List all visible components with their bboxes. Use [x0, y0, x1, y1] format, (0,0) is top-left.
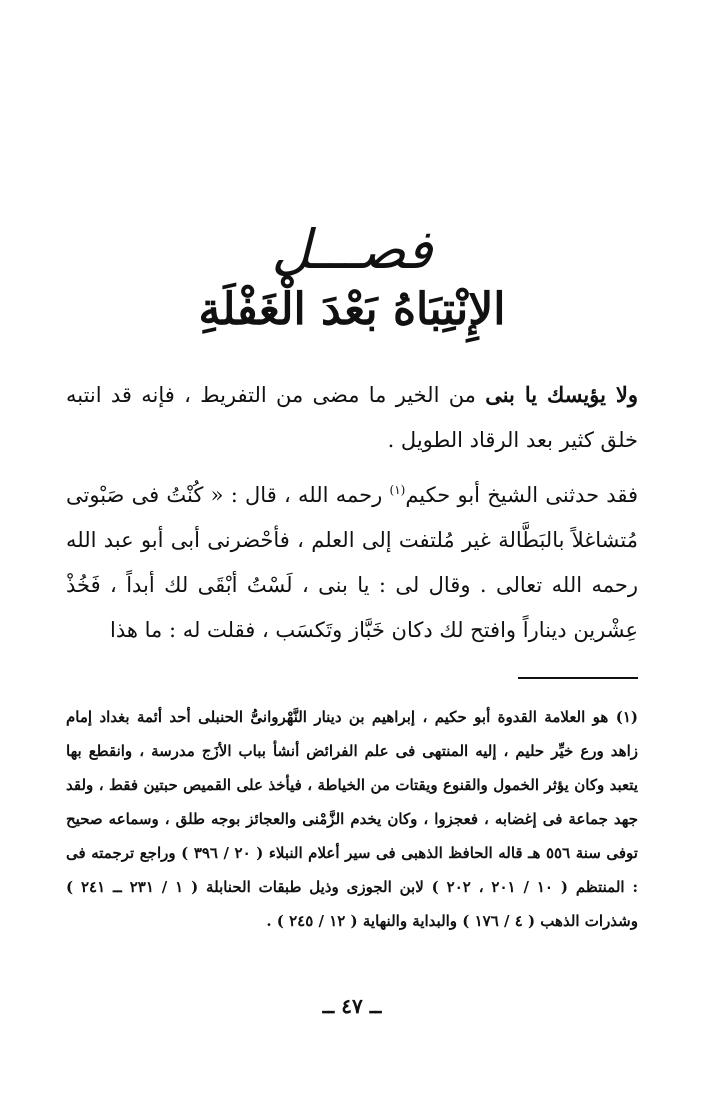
paragraph-2-before-note: فقد حدثنى الشيخ أبو حكيم [405, 483, 638, 507]
paragraph-2-after-note: رحمه الله ، قال : « كُنْتُ فى صَبْوتى مُتشاغلاً بالبَطَّالة غير مُلتفت إلى العلم ، فأحْضرنى أبى أبو عبد الله رحمه الله تعالى . وقال لى : يا بنى ، لَسْتُ أبْقَى لك أبداً ، فَخُذْ عِشْرين ديناراً وافتح لك دكان خَبَّاز وتَكسَب ، فقلت له : ما هذا [66, 483, 638, 642]
paragraph-1-text: من الخير ما مضى من التفريط ، فإنه قد انتبه خلق كثير بعد الرقاد الطويل . [66, 383, 638, 452]
footnote: (١) هو العلامة القدوة أبو حكيم ، إبراهيم بن دينار النَّهْروانىُّ الحنبلى أحد أئمة بغداد إمام زاهد ورع خيِّر حليم ، إليه المنتهى فى علم الفرائض أنشأ بباب الأزَج مدرسة ، وانقطع بها يتعبد وكان يؤثر الخمول والقنوع ويقتات من الخياطة ، فيأخذ على القميص حبتين فقط ، ولقد جهد جماعة فى إغضابه ، فعجزوا ، وكان يخدم الزَّمْنى والعجائز بوجه طلق ، وسماعه صحيح توفى سنة ٥٥٦ هـ قاله الحافظ الذهبى فى سير أعلام النبلاء ( ٢٠ / ٣٩٦ ) وراجع ترجمته فى : المنتظم ( ١٠ / ٢٠١ ، ٢٠٢ ) لابن الجوزى وذيل طبقات الحنابلة ( ١ / ٢٣١ ــ ٢٤١ ) وشذرات الذهب ( ٤ / ١٧٦ ) والبداية والنهاية ( ١٢ / ٢٤٥ ) . [66, 708, 638, 930]
paragraph-1-lead: ولا يؤيسك يا بنى [485, 382, 639, 407]
chapter-subtitle: الإِنْتِبَاهُ بَعْدَ الْغَفْلَةِ [198, 284, 506, 335]
chapter-title: فصـــل [271, 218, 433, 281]
page-number: ــ ٤٧ ــ [322, 994, 382, 1018]
paragraph-1 [66, 372, 638, 463]
footnote-divider [518, 677, 638, 679]
footnote-reference: (١) [389, 483, 406, 497]
paragraph-2 [66, 473, 638, 653]
